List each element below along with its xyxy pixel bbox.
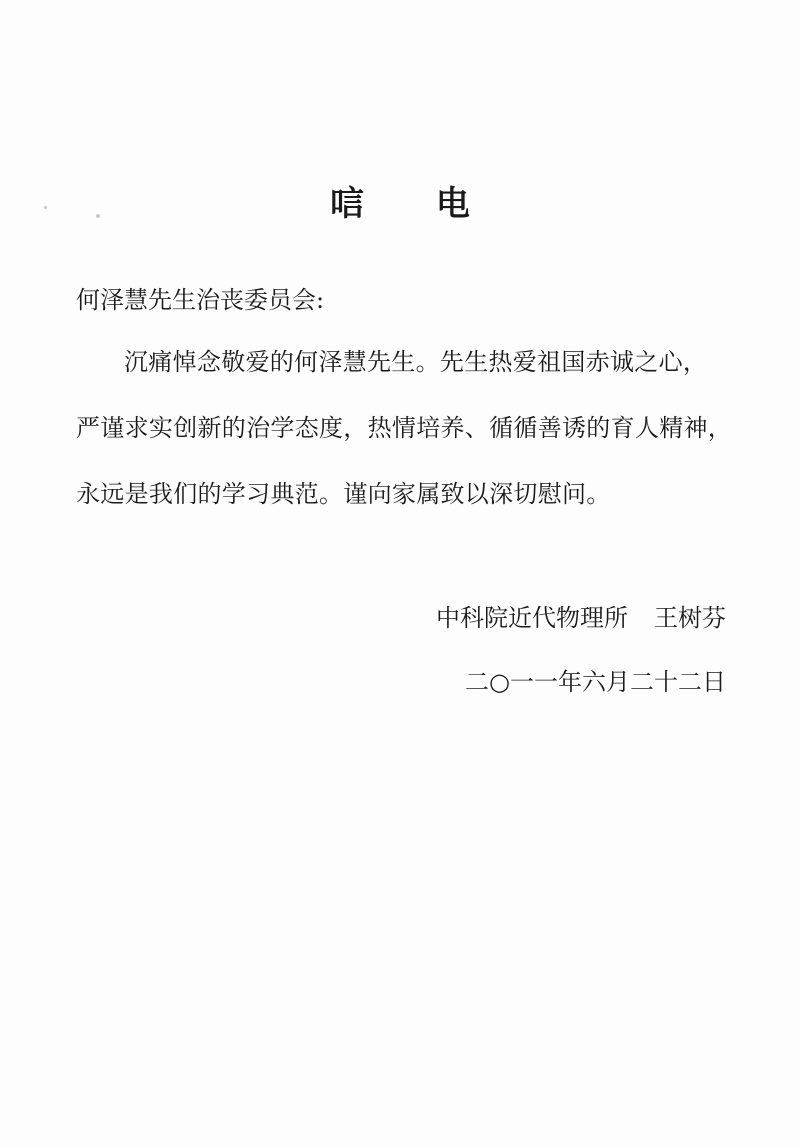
signature-block — [436, 598, 726, 633]
sender-organization: 中科院近代物理所 — [436, 604, 628, 632]
salutation: 何泽慧先生治丧委员会: — [76, 286, 325, 314]
sender-name: 王树芬 — [654, 604, 726, 632]
body-line-1: 沉痛悼念敬爱的何泽慧先生。先生热爱祖国赤诚之心， — [124, 348, 708, 376]
document-date: 二○一一年六月二十二日 — [465, 668, 726, 696]
document-title: 唁 电 — [330, 184, 500, 224]
body-line-2: 严谨求实创新的治学态度，热情培养、循循善诱的育人精神， — [76, 414, 733, 442]
body-line-3: 永远是我们的学习典范。谨向家属致以深切慰问。 — [76, 480, 611, 508]
